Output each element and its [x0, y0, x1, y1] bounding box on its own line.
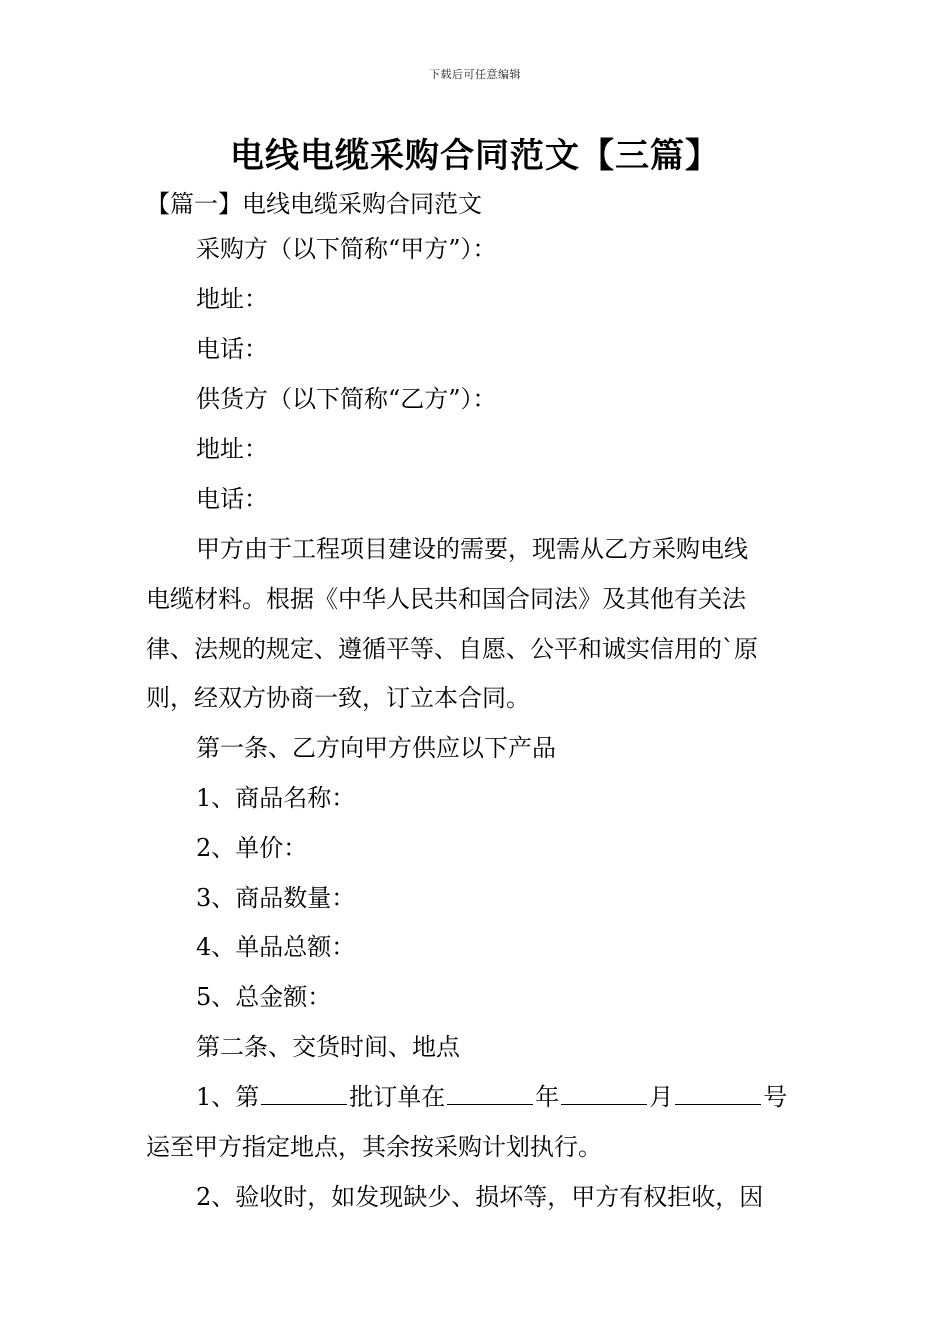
document-title: 电线电缆采购合同范文【三篇】 [230, 136, 720, 176]
delivery-text: 1、第 [196, 1083, 260, 1111]
delivery-text: 月 [649, 1083, 674, 1111]
blank-field[interactable] [261, 1084, 347, 1105]
paragraph-line: 则，经双方协商一致，订立本合同。 [146, 684, 530, 712]
list-item: 5、总金额： [196, 983, 332, 1011]
article-two-heading: 第二条、交货时间、地点 [196, 1033, 460, 1061]
delivery-text: 号 [763, 1083, 788, 1111]
blank-field[interactable] [447, 1084, 533, 1105]
delivery-line [196, 1082, 787, 1112]
supplier-line: 供货方（以下简称“乙方”）： [196, 385, 497, 413]
paragraph-line: 律、法规的规定、遵循平等、自愿、公平和诚实信用的`原 [146, 635, 758, 663]
paragraph-line: 2、验收时，如发现缺少、损坏等，甲方有权拒收，因 [196, 1183, 764, 1211]
list-item: 3、商品数量： [196, 884, 356, 912]
paragraph-line: 甲方由于工程项目建设的需要，现需从乙方采购电线 [196, 535, 748, 563]
buyer-phone-line: 电话： [196, 335, 268, 363]
buyer-line: 采购方（以下简称“甲方”）： [196, 235, 497, 263]
paragraph-line: 电缆材料。根据《中华人民共和国合同法》及其他有关法 [146, 585, 746, 613]
supplier-address-line: 地址： [196, 435, 268, 463]
section-heading: 【篇一】电线电缆采购合同范文 [146, 190, 482, 218]
buyer-address-line: 地址： [196, 285, 268, 313]
paragraph-line: 运至甲方指定地点，其余按采购计划执行。 [146, 1133, 602, 1161]
blank-field[interactable] [561, 1084, 647, 1105]
blank-field[interactable] [675, 1084, 761, 1105]
list-item: 4、单品总额： [196, 933, 356, 961]
article-one-heading: 第一条、乙方向甲方供应以下产品 [196, 734, 556, 762]
delivery-text: 年 [535, 1083, 560, 1111]
list-item: 1、商品名称： [196, 784, 356, 812]
delivery-text: 批订单在 [349, 1083, 446, 1111]
supplier-phone-line: 电话： [196, 485, 268, 513]
list-item: 2、单价： [196, 834, 308, 862]
header-note: 下载后可任意编辑 [429, 68, 521, 81]
